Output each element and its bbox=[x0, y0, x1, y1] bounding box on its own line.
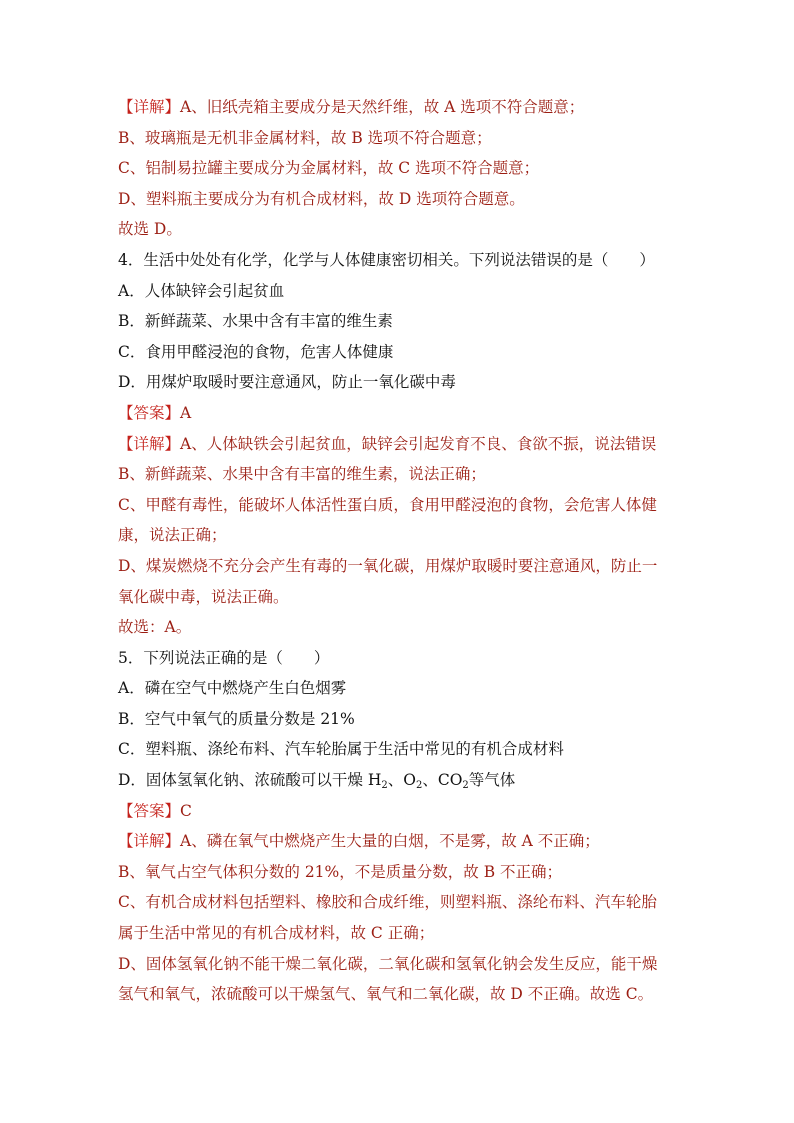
q3-detail-line-3: C、铝制易拉罐主要成分为金属材料，故 C 选项不符合题意； bbox=[118, 159, 540, 178]
answer-tag: 【答案】 bbox=[118, 403, 181, 422]
q5-stem: 5．下列说法正确的是（ ） bbox=[118, 648, 330, 667]
q4-answer bbox=[118, 398, 688, 429]
q4-stem: 4．生活中处处有化学，化学与人体健康密切相关。下列说法错误的是（ ） bbox=[118, 250, 655, 269]
q5-option-b: B．空气中氧气的质量分数是 21% bbox=[118, 709, 355, 728]
q4-detail-line-1 bbox=[118, 429, 688, 460]
q4-detail-line-6: 氧化碳中毒，说法正确。 bbox=[118, 587, 289, 606]
q4-detail-line-2: B、新鲜蔬菜、水果中含有丰富的维生素，说法正确； bbox=[118, 465, 486, 484]
answer-tag: 【答案】 bbox=[118, 801, 181, 820]
option-text: 等气体 bbox=[468, 771, 516, 790]
detail-text: A、人体缺铁会引起贫血，缺锌会引起发育不良、食欲不振，说法错误 bbox=[180, 434, 657, 453]
subscript: 2 bbox=[462, 780, 469, 792]
q5-detail-line-2: B、氧气占空气体积分数的 21%，不是质量分数，故 B 不正确； bbox=[118, 862, 563, 881]
q5-detail-line-4: 属于生活中常见的有机合成材料，故 C 正确； bbox=[118, 924, 435, 943]
detail-tag: 【详解】 bbox=[118, 832, 181, 851]
answer-value: A bbox=[180, 403, 192, 422]
q3-detail-line-2: B、玻璃瓶是无机非金属材料，故 B 选项不符合题意； bbox=[118, 128, 492, 147]
q5-option-a: A．磷在空气中燃烧产生白色烟雾 bbox=[118, 679, 347, 698]
q5-option-c: C．塑料瓶、涤纶布料、汽车轮胎属于生活中常见的有机合成材料 bbox=[118, 740, 564, 759]
q4-option-c: C．食用甲醛浸泡的食物，危害人体健康 bbox=[118, 342, 394, 361]
document-page bbox=[118, 92, 688, 1010]
option-text: 、O bbox=[387, 771, 416, 790]
q5-detail-line-1 bbox=[118, 826, 688, 857]
answer-value: C bbox=[180, 801, 192, 820]
q4-detail-line-3: C、甲醛有毒性，能破坏人体活性蛋白质，食用甲醛浸泡的食物，会危害人体健 bbox=[118, 495, 657, 514]
detail-tag: 【详解】 bbox=[118, 98, 181, 116]
detail-tag: 【详解】 bbox=[118, 434, 181, 453]
q4-detail-line-5: D、煤炭燃烧不充分会产生有毒的一氧化碳，用煤炉取暖时要注意通风，防止一 bbox=[118, 556, 658, 575]
q5-detail-line-3: C、有机合成材料包括塑料、橡胶和合成纤维，则塑料瓶、涤纶布料、汽车轮胎 bbox=[118, 893, 657, 912]
q5-detail-line-5: D、固体氢氧化钠不能干燥二氧化碳，二氧化碳和氢氧化钠会发生反应，能干燥 bbox=[118, 954, 658, 973]
q4-detail-line-4: 康，说法正确； bbox=[118, 526, 227, 545]
q4-option-a: A．人体缺锌会引起贫血 bbox=[118, 281, 285, 300]
q5-detail-line-6: 氢气和氧气，浓硫酸可以干燥氢气、氧气和二氧化碳，故 D 不正确。故选 C。 bbox=[118, 985, 654, 1004]
detail-text: A、磷在氧气中燃烧产生大量的白烟，不是雾，故 A 不正确； bbox=[180, 832, 600, 851]
q5-option-d bbox=[118, 765, 688, 796]
q4-conclusion: 故选：A。 bbox=[118, 618, 192, 637]
option-text: 、CO bbox=[422, 771, 463, 790]
q4-option-b: B．新鲜蔬菜、水果中含有丰富的维生素 bbox=[118, 312, 393, 331]
option-text: D．固体氢氧化钠、浓硫酸可以干燥 H bbox=[118, 771, 382, 790]
subscript: 2 bbox=[381, 780, 388, 792]
q3-detail-line-4: D、塑料瓶主要成分为有机合成材料，故 D 选项符合题意。 bbox=[118, 189, 525, 208]
subscript: 2 bbox=[415, 780, 423, 792]
q3-conclusion: 故选 D。 bbox=[118, 220, 182, 239]
q4-option-d: D．用煤炉取暖时要注意通风，防止一氧化碳中毒 bbox=[118, 373, 456, 392]
q3-detail-line-1 bbox=[118, 92, 688, 123]
detail-text: A、旧纸壳箱主要成分是天然纤维，故 A 选项不符合题意； bbox=[180, 98, 585, 116]
q5-answer bbox=[118, 796, 688, 827]
